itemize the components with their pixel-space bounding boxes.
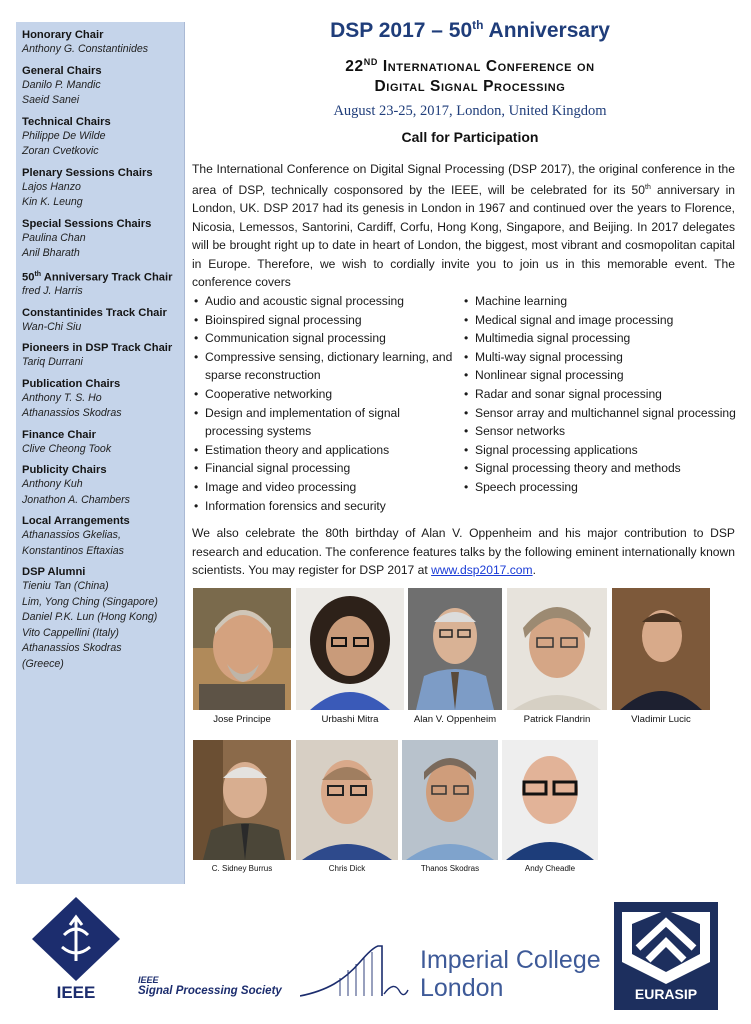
committee-member-name: Anthony G. Constantinides — [22, 43, 149, 55]
topics-list-left — [194, 292, 456, 515]
speaker-photo — [502, 740, 598, 860]
intro-paragraph — [192, 160, 735, 292]
committee-member-name: Wan-Chi Siu — [22, 320, 82, 333]
outro-text: We also celebrate the 80th birthday of Alan V. Oppenheim and his major contribution to DSP research and education. The conference features talks by the following eminent internationally known scientists. You may register for DSP 2017 at — [192, 526, 735, 577]
topic-item: • Machine learning — [464, 292, 736, 311]
speaker-caption: Urbashi Mitra — [321, 714, 379, 725]
committee-role-heading: Special Sessions Chairs — [22, 217, 152, 230]
speaker-caption: Thanos Skodras — [420, 864, 480, 873]
topic-item: • Nonlinear signal processing — [464, 366, 736, 385]
committee-role-heading: Finance Chair — [22, 428, 96, 441]
speaker-photo — [402, 740, 498, 860]
speaker-photo — [296, 740, 398, 860]
topic-item: • Speech processing — [464, 478, 736, 497]
committee-group — [22, 217, 184, 262]
committee-group — [22, 64, 184, 109]
role-heading-sup: th — [34, 270, 42, 278]
committee-role-heading: Technical Chairs — [22, 115, 111, 128]
speaker-caption: Patrick Flandrin — [523, 714, 591, 725]
committee-member-name: fred J. Harris — [22, 285, 83, 298]
title-text-end: Anniversary — [483, 19, 610, 42]
committee-role-heading: Plenary Sessions Chairs — [22, 166, 153, 179]
topic-item: • Medical signal and image processing — [464, 311, 736, 330]
committee-member-name: Zoran Cvetkovic — [22, 145, 99, 157]
website-link[interactable]: www.dsp2017.com — [431, 563, 533, 577]
speaker-photo — [296, 588, 404, 710]
topic-item: • Estimation theory and applications — [194, 441, 456, 460]
role-heading-part: Anniversary Track Chair — [41, 271, 173, 284]
ieee-diamond-icon — [28, 895, 124, 985]
committee-group — [22, 268, 184, 300]
committee-member-name: Daniel P.K. Lun (Hong Kong) — [22, 611, 158, 624]
ieee-logo[interactable] — [28, 895, 124, 985]
committee-role-heading: General Chairs — [22, 64, 102, 77]
intro-sup: th — [645, 183, 651, 191]
committee-member-name: Athanassios Gkelias, — [22, 529, 121, 542]
topic-item: • Multi-way signal processing — [464, 348, 736, 367]
committee-member-name: Paulina Chan — [22, 231, 86, 244]
topic-item: • Compressive sensing, dictionary learning, and sparse reconstruction — [194, 348, 456, 385]
committee-group — [22, 28, 184, 58]
committee-member-name: (Greece) — [22, 657, 64, 670]
committee-member-name: Athanassios Skodras — [22, 407, 122, 420]
topic-item: • Communication signal processing — [194, 329, 456, 348]
committee-role-heading: DSP Alumni — [22, 566, 86, 579]
speaker-caption: C. Sidney Burrus — [211, 864, 273, 873]
speaker-photo — [507, 588, 607, 710]
committee-member-name: Vito Cappellini (Italy) — [22, 626, 119, 639]
sps-wordmark — [138, 975, 282, 997]
topics-list-right — [464, 292, 736, 497]
topic-item: • Image and video processing — [194, 478, 456, 497]
committee-member-name: Anthony T. S. Ho — [22, 391, 102, 404]
committee-role-heading: Publication Chairs — [22, 377, 121, 390]
topic-item: • Bioinspired signal processing — [194, 311, 456, 330]
eurasip-wordmark: EURASIP — [634, 986, 698, 1002]
committee-member-name: Danilo P. Mandic — [22, 78, 101, 91]
outro-paragraph — [192, 524, 735, 580]
topic-item: • Signal processing theory and methods — [464, 459, 736, 478]
speaker-caption: Chris Dick — [328, 864, 366, 873]
intro-text-cont: anniversary in London, UK. DSP 2017 had its genesis in London in 1967 and continued over the years to Florence, Nicosia, Lemessos, Santorini, Cardiff, Corfu, Hong Kong, Singapore, and Beijing. In 2017 delegates will be brought right up to date in heart of London, the biggest, most vibrant and cosmopolitan capital in Europe. Therefore, we wish to cordially invite you to join us in this memorable event. The conference covers — [192, 182, 735, 290]
topic-item: • Signal processing applications — [464, 441, 736, 460]
role-heading-part: 50 — [22, 271, 35, 284]
committee-member-name: Lim, Yong Ching (Singapore) — [22, 595, 158, 608]
committee-role-heading: Local Arrangements — [22, 515, 130, 528]
conf-line1: International Conference on — [377, 58, 595, 76]
speaker-caption: Andy Cheadle — [524, 864, 576, 873]
anniversary-title — [190, 18, 750, 43]
committee-member-name: Philippe De Wilde — [22, 129, 106, 142]
topic-item: • Information forensics and security — [194, 497, 456, 516]
committee-role-heading: Honorary Chair — [22, 29, 104, 41]
topic-item: • Sensor array and multichannel signal processing — [464, 404, 736, 423]
committee-member-name: Anil Bharath — [22, 247, 80, 259]
committee-member-name: Athanassios Skodras — [22, 642, 122, 655]
topic-item: • Cooperative networking — [194, 385, 456, 404]
committee-member-name: Anthony Kuh — [22, 478, 83, 491]
conf-number: 22 — [345, 58, 364, 76]
committee-group — [22, 115, 184, 160]
imperial-college-logo[interactable] — [420, 946, 601, 1002]
ieee-wordmark: IEEE — [56, 983, 96, 1002]
committee-group — [22, 377, 184, 422]
committee-group — [22, 306, 184, 336]
speaker-photo — [193, 740, 291, 860]
imperial-line1: Imperial College — [420, 946, 601, 974]
speaker-caption: Alan V. Oppenheim — [413, 714, 497, 725]
committee-group — [22, 428, 184, 458]
committee-role-heading — [22, 268, 184, 285]
call-for-participation: Call for Participation — [401, 129, 539, 145]
committee-sidebar — [16, 22, 185, 884]
speaker-photo — [193, 588, 291, 710]
conference-dates: August 23-25, 2017, London, United Kingdom — [333, 103, 607, 119]
title-text: DSP 2017 – 50 — [330, 19, 473, 42]
sps-name-text: Signal Processing Society — [138, 985, 282, 997]
committee-role-heading: Publicity Chairs — [22, 464, 107, 477]
outro-period: . — [532, 563, 536, 577]
sps-ieee-text: IEEE — [138, 975, 159, 985]
topic-item: • Design and implementation of signal processing systems — [194, 404, 456, 441]
committee-group — [22, 514, 184, 559]
committee-group — [22, 463, 184, 508]
topic-item: • Sensor networks — [464, 422, 736, 441]
topic-item: • Radar and sonar signal processing — [464, 385, 736, 404]
speaker-photo — [612, 588, 710, 710]
committee-role-heading: Pioneers in DSP Track Chair — [22, 342, 173, 355]
committee-group — [22, 166, 184, 211]
committee-member-name: Lajos Hanzo — [22, 180, 81, 193]
conf-line2: Digital Signal Processing — [374, 78, 566, 96]
committee-member-name: Tariq Durrani — [22, 356, 83, 369]
committee-member-name: Clive Cheong Took — [22, 442, 112, 455]
conference-title — [190, 52, 750, 97]
topic-item: • Multimedia signal processing — [464, 329, 736, 348]
committee-member-name: Saeid Sanei — [22, 94, 80, 106]
speaker-caption: Jose Principe — [213, 714, 271, 725]
committee-member-name: Konstantinos Eftaxias — [22, 544, 124, 557]
topic-item: • Audio and acoustic signal processing — [194, 292, 456, 311]
speaker-caption: Vladimir Lucic — [631, 714, 691, 725]
committee-group — [22, 565, 184, 672]
intro-text: The International Conference on Digital Signal Processing (DSP 2017), the original conference in the area of DSP, technically cosponsored by the IEEE, will be celebrated for its 50 — [192, 162, 735, 197]
title-sup: th — [472, 18, 484, 32]
committee-group — [22, 341, 184, 371]
conf-sup: ND — [363, 57, 378, 67]
committee-role-heading: Constantinides Track Chair — [22, 306, 167, 319]
committee-member-name: Tieniu Tan (China) — [22, 580, 109, 593]
sps-waveform-icon — [300, 940, 410, 1002]
speaker-photo — [408, 588, 502, 710]
committee-member-name: Kin K. Leung — [22, 196, 83, 208]
committee-member-name: Jonathon A. Chambers — [22, 493, 130, 506]
imperial-line2: London — [420, 974, 504, 1002]
topic-item: • Financial signal processing — [194, 459, 456, 478]
